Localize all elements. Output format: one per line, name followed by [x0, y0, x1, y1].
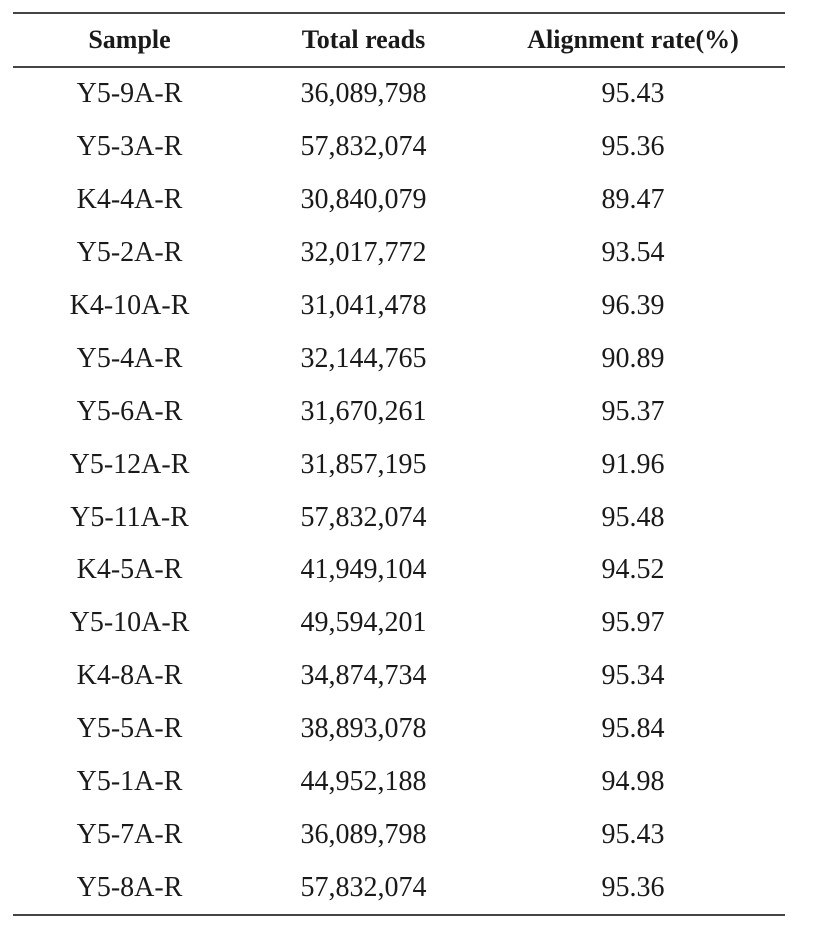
column-header-total-reads: Total reads — [246, 13, 481, 67]
sample-cell: K4-8A-R — [76, 660, 183, 692]
sample-cell: Y5-1A-R — [76, 766, 183, 798]
alignment-rate-cell: 89.47 — [601, 184, 665, 216]
total-reads-cell: 31,857,195 — [300, 448, 427, 480]
sample-cell: K4-10A-R — [69, 290, 190, 321]
header-row — [13, 13, 785, 67]
sample-cell: Y5-5A-R — [76, 713, 183, 745]
alignment-rate-cell: 94.98 — [601, 766, 665, 798]
sample-cell: Y5-6A-R — [76, 395, 183, 427]
table-row — [13, 227, 785, 280]
total-reads-cell: 31,041,478 — [300, 290, 427, 321]
total-reads-cell: 57,832,074 — [300, 871, 427, 903]
table-row — [13, 650, 785, 703]
table-header — [13, 13, 785, 67]
total-reads-cell: 31,670,261 — [300, 395, 427, 427]
alignment-table — [13, 12, 785, 916]
alignment-rate-cell: 95.43 — [601, 818, 665, 850]
sample-cell: Y5-2A-R — [76, 237, 183, 269]
alignment-rate-cell: 95.84 — [601, 713, 665, 745]
table-row — [13, 438, 785, 491]
alignment-rate-cell: 95.43 — [601, 78, 665, 110]
total-reads-cell: 36,089,798 — [300, 818, 427, 850]
table-row — [13, 174, 785, 227]
total-reads-cell: 36,089,798 — [300, 78, 427, 110]
sample-cell: Y5-12A-R — [69, 448, 190, 480]
alignment-rate-cell: 96.39 — [601, 290, 665, 321]
alignment-rate-cell: 91.96 — [601, 448, 665, 480]
alignment-rate-cell: 94.52 — [601, 554, 665, 586]
table-row — [13, 121, 785, 174]
table-row — [13, 703, 785, 756]
table-row — [13, 332, 785, 385]
total-reads-cell: 49,594,201 — [300, 607, 427, 639]
alignment-rate-cell: 93.54 — [601, 237, 665, 269]
total-reads-cell: 32,017,772 — [300, 237, 427, 269]
table-row — [13, 861, 785, 915]
table-row — [13, 756, 785, 809]
table-row — [13, 491, 785, 544]
table-row — [13, 597, 785, 650]
total-reads-cell: 44,952,188 — [300, 766, 427, 798]
table-body — [13, 67, 785, 915]
alignment-rate-cell: 95.36 — [601, 871, 665, 903]
total-reads-cell: 41,949,104 — [300, 554, 427, 586]
column-header-alignment-rate: Alignment rate(%) — [481, 13, 785, 67]
sample-cell: Y5-3A-R — [76, 131, 183, 163]
alignment-rate-cell: 95.36 — [601, 131, 665, 163]
total-reads-cell: 38,893,078 — [300, 713, 427, 745]
total-reads-cell: 32,144,765 — [300, 342, 427, 374]
sample-cell: Y5-8A-R — [76, 871, 183, 903]
column-header-sample: Sample — [13, 13, 246, 67]
total-reads-cell: 34,874,734 — [300, 660, 427, 692]
sample-cell: Y5-10A-R — [69, 607, 190, 639]
alignment-rate-cell: 90.89 — [601, 342, 665, 374]
alignment-rate-cell: 95.97 — [601, 607, 665, 639]
sample-cell: Y5-7A-R — [76, 818, 183, 850]
table-row — [13, 385, 785, 438]
sample-cell: K4-5A-R — [76, 554, 183, 586]
sample-cell: Y5-9A-R — [76, 78, 183, 110]
alignment-rate-cell: 95.37 — [601, 395, 665, 427]
table-row — [13, 808, 785, 861]
sample-cell: Y5-4A-R — [76, 342, 183, 374]
table-row — [13, 544, 785, 597]
table-row — [13, 67, 785, 121]
sample-cell: Y5-11A-R — [70, 501, 189, 533]
total-reads-cell: 57,832,074 — [300, 501, 427, 533]
alignment-rate-cell: 95.34 — [601, 660, 665, 692]
sample-cell: K4-4A-R — [76, 184, 183, 216]
total-reads-cell: 57,832,074 — [300, 131, 427, 163]
total-reads-cell: 30,840,079 — [300, 184, 427, 216]
alignment-rate-cell: 95.48 — [601, 501, 665, 533]
table-row — [13, 280, 785, 333]
